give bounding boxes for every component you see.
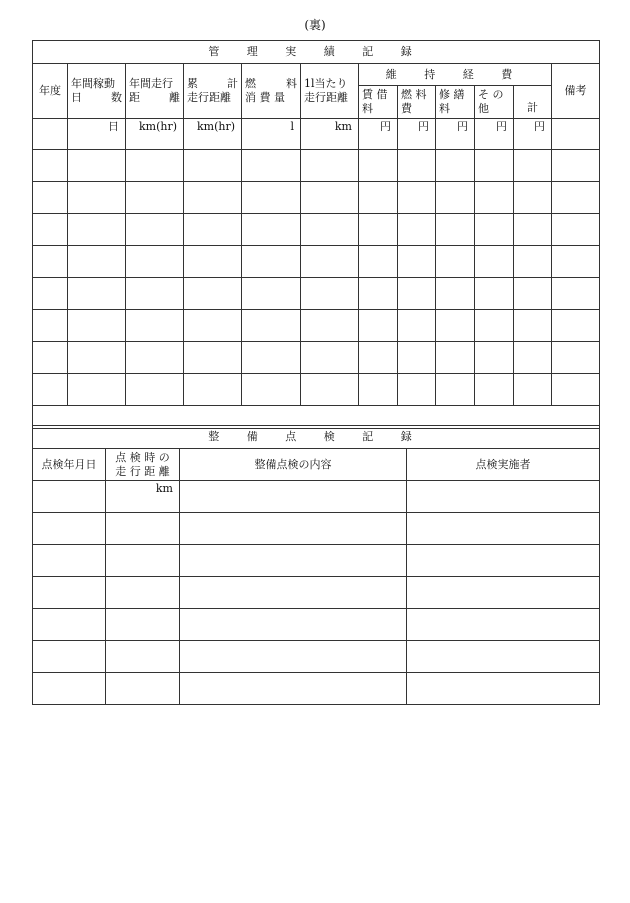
table-cell[interactable]: [106, 545, 180, 577]
table-cell[interactable]: [514, 182, 552, 214]
table-row: [33, 246, 600, 278]
table-cell[interactable]: [301, 374, 359, 406]
table-cell[interactable]: [184, 214, 242, 246]
page-side-label: (裏): [304, 18, 326, 32]
table-cell[interactable]: [68, 246, 126, 278]
table-cell[interactable]: [180, 641, 407, 673]
table-cell[interactable]: [436, 182, 475, 214]
table-cell[interactable]: [33, 513, 106, 545]
table-cell[interactable]: [407, 513, 600, 545]
table-cell[interactable]: [180, 577, 407, 609]
table-cell[interactable]: [184, 246, 242, 278]
table-cell[interactable]: [184, 150, 242, 182]
table-cell[interactable]: [33, 119, 68, 150]
table-cell[interactable]: [436, 342, 475, 374]
table-row: [33, 481, 600, 513]
table-cell[interactable]: [407, 609, 600, 641]
table-cell[interactable]: [359, 342, 398, 374]
table-cell[interactable]: l: [242, 119, 301, 150]
header-inspection-date: 点検年月日: [33, 449, 106, 481]
table-cell[interactable]: [475, 182, 514, 214]
table-cell[interactable]: 円: [475, 119, 514, 150]
table-cell[interactable]: [552, 246, 600, 278]
table-cell[interactable]: [359, 150, 398, 182]
table-cell[interactable]: [514, 342, 552, 374]
table-cell[interactable]: [398, 342, 436, 374]
table-cell[interactable]: [242, 278, 301, 310]
table-cell[interactable]: [33, 150, 68, 182]
table-cell[interactable]: [514, 214, 552, 246]
header-cumulative-distance: 累 計 走行距離: [184, 64, 242, 119]
table-cell[interactable]: [33, 214, 68, 246]
table-cell[interactable]: [475, 150, 514, 182]
table-row: [33, 214, 600, 246]
table-cell[interactable]: [106, 609, 180, 641]
table-cell[interactable]: [407, 577, 600, 609]
table-cell[interactable]: [552, 278, 600, 310]
table-cell[interactable]: [407, 545, 600, 577]
table-cell[interactable]: [126, 342, 184, 374]
header-inspector: 点検実施者: [407, 449, 600, 481]
table-cell[interactable]: [242, 342, 301, 374]
table-cell[interactable]: [514, 246, 552, 278]
table-cell[interactable]: [184, 374, 242, 406]
table-cell[interactable]: [184, 278, 242, 310]
table-cell[interactable]: [552, 310, 600, 342]
table-cell[interactable]: [106, 641, 180, 673]
table-cell[interactable]: [242, 150, 301, 182]
header-total: 計: [514, 86, 552, 119]
table-cell[interactable]: [180, 481, 407, 513]
table-row: [33, 374, 600, 406]
table-row: [33, 150, 600, 182]
table-cell[interactable]: [475, 342, 514, 374]
header-operating-days: 年間稼動 日 数: [68, 64, 126, 119]
table-cell[interactable]: [180, 545, 407, 577]
table-cell[interactable]: [33, 182, 68, 214]
header-distance-per-liter: 1l当たり 走行距離: [301, 64, 359, 119]
header-repair-fee: 修 繕 料: [436, 86, 475, 119]
table-cell[interactable]: [106, 673, 180, 705]
table-cell[interactable]: [301, 246, 359, 278]
table-cell[interactable]: [68, 182, 126, 214]
table-cell[interactable]: [33, 609, 106, 641]
table-cell[interactable]: [126, 214, 184, 246]
table-row: [33, 641, 600, 673]
table-cell[interactable]: [514, 150, 552, 182]
table-cell[interactable]: 円: [436, 119, 475, 150]
table-cell[interactable]: [242, 246, 301, 278]
table-cell[interactable]: [180, 513, 407, 545]
table-cell[interactable]: [126, 182, 184, 214]
table-cell[interactable]: [436, 310, 475, 342]
table-cell[interactable]: [68, 310, 126, 342]
table-cell[interactable]: [184, 310, 242, 342]
table-cell[interactable]: [552, 182, 600, 214]
table-cell[interactable]: [436, 374, 475, 406]
table-cell[interactable]: [301, 342, 359, 374]
table-cell[interactable]: [398, 310, 436, 342]
table-cell[interactable]: [126, 278, 184, 310]
table-cell[interactable]: [126, 374, 184, 406]
table-cell[interactable]: [33, 673, 106, 705]
table-cell[interactable]: [106, 513, 180, 545]
table-cell[interactable]: [436, 246, 475, 278]
table-cell[interactable]: [552, 342, 600, 374]
table-cell[interactable]: [301, 182, 359, 214]
table-cell[interactable]: [475, 374, 514, 406]
table-cell[interactable]: [398, 214, 436, 246]
table-cell[interactable]: [398, 246, 436, 278]
table-cell[interactable]: [359, 182, 398, 214]
table-cell[interactable]: [242, 374, 301, 406]
table-cell[interactable]: [475, 246, 514, 278]
table-cell[interactable]: [33, 278, 68, 310]
management-record-title: 管 理 実 績 記 録: [33, 41, 600, 64]
table-cell[interactable]: [301, 310, 359, 342]
table-cell[interactable]: [33, 246, 68, 278]
header-rental-fee: 賃 借 料: [359, 86, 398, 119]
table-cell[interactable]: [68, 374, 126, 406]
table-row: [33, 182, 600, 214]
table-cell[interactable]: [33, 577, 106, 609]
table-cell[interactable]: 円: [359, 119, 398, 150]
table-row: [33, 119, 600, 150]
table-cell[interactable]: [407, 673, 600, 705]
table-cell[interactable]: [436, 214, 475, 246]
table-cell[interactable]: [184, 182, 242, 214]
table-cell[interactable]: [242, 214, 301, 246]
table-cell[interactable]: [68, 214, 126, 246]
table-cell[interactable]: [436, 278, 475, 310]
table-cell[interactable]: [33, 641, 106, 673]
table-cell[interactable]: [126, 310, 184, 342]
header-year: 年度: [33, 64, 68, 119]
table-cell[interactable]: km: [301, 119, 359, 150]
table-cell[interactable]: [33, 374, 68, 406]
table-row: [33, 673, 600, 705]
header-inspection-distance: 点 検 時 の 走 行 距 離: [106, 449, 180, 481]
table-cell[interactable]: [407, 641, 600, 673]
table-cell[interactable]: [242, 310, 301, 342]
table-cell[interactable]: [184, 342, 242, 374]
table-cell[interactable]: [407, 481, 600, 513]
table-cell[interactable]: [398, 374, 436, 406]
table-cell[interactable]: [301, 150, 359, 182]
table-cell[interactable]: [552, 374, 600, 406]
management-record-table: [32, 40, 600, 429]
table-cell[interactable]: [398, 150, 436, 182]
header-fuel-consumption: 燃 料 消 費 量: [242, 64, 301, 119]
table-cell[interactable]: km(hr): [126, 119, 184, 150]
table-cell[interactable]: 円: [514, 119, 552, 150]
table-cell[interactable]: [359, 246, 398, 278]
table-cell[interactable]: [180, 609, 407, 641]
table-cell[interactable]: [301, 214, 359, 246]
header-other: そ の 他: [475, 86, 514, 119]
table-row: [33, 342, 600, 374]
table-cell[interactable]: 円: [398, 119, 436, 150]
header-fuel-cost: 燃 料 費: [398, 86, 436, 119]
table-cell[interactable]: [475, 310, 514, 342]
table-cell[interactable]: [359, 214, 398, 246]
table-cell[interactable]: [359, 374, 398, 406]
header-maintenance-costs: 維 持 経 費: [359, 64, 552, 86]
table-row: [33, 609, 600, 641]
table-cell[interactable]: km(hr): [184, 119, 242, 150]
table-cell[interactable]: [514, 374, 552, 406]
table-cell[interactable]: [126, 246, 184, 278]
table-cell[interactable]: [68, 278, 126, 310]
table-cell[interactable]: [475, 214, 514, 246]
table-cell[interactable]: [436, 150, 475, 182]
maintenance-inspection-table: [32, 425, 600, 705]
table-cell[interactable]: [359, 278, 398, 310]
table-cell[interactable]: [68, 342, 126, 374]
table-cell[interactable]: [33, 545, 106, 577]
table-row: [33, 278, 600, 310]
table-row: [33, 577, 600, 609]
table-row: [33, 310, 600, 342]
table-cell[interactable]: [514, 278, 552, 310]
table-row: [33, 545, 600, 577]
table-cell[interactable]: [359, 310, 398, 342]
header-inspection-content: 整備点検の内容: [180, 449, 407, 481]
header-annual-distance: 年間走行 距 離: [126, 64, 184, 119]
table-cell[interactable]: 日: [68, 119, 126, 150]
table-cell[interactable]: [68, 150, 126, 182]
table-cell[interactable]: [552, 150, 600, 182]
inspection-record-title: 整 備 点 検 記 録: [33, 426, 600, 449]
table-cell[interactable]: [398, 182, 436, 214]
table-cell[interactable]: [475, 278, 514, 310]
table-cell[interactable]: [180, 673, 407, 705]
table-cell[interactable]: [552, 214, 600, 246]
table-cell[interactable]: [398, 278, 436, 310]
table-cell[interactable]: km: [106, 481, 180, 513]
table-cell[interactable]: [126, 150, 184, 182]
table-cell[interactable]: [106, 577, 180, 609]
table-cell[interactable]: [33, 481, 106, 513]
table-cell[interactable]: [514, 310, 552, 342]
table-cell[interactable]: [552, 119, 600, 150]
table-row: [33, 513, 600, 545]
table-cell[interactable]: [301, 278, 359, 310]
header-remarks: 備考: [552, 64, 600, 119]
table-cell[interactable]: [33, 310, 68, 342]
table-cell[interactable]: [33, 342, 68, 374]
table-cell[interactable]: [242, 182, 301, 214]
